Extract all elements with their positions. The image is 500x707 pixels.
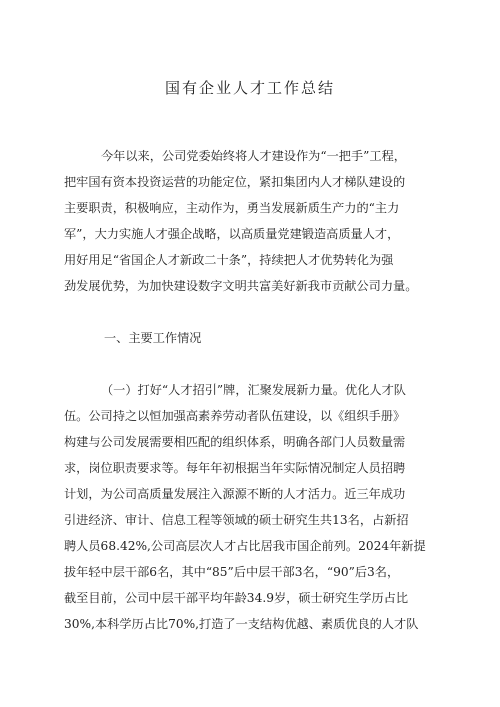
intro-line-5: 用好用足“省国企人才新政二十条”，持续把人才优势转化为强: [64, 253, 394, 267]
body-line-8: 拔年轻中层干部6名，其中“85”后中层干部3名，“90”后3名，: [64, 565, 400, 579]
body-line-4: 求，岗位职责要求等。每年年初根据当年实际情况制定人员招聘: [64, 461, 406, 475]
body-line-10: 30%,本科学历占比70%,打造了一支结构优越、素质优良的人才队: [64, 617, 419, 631]
body-line-7: 聘人员68.42%,公司高层次人才占比居我市国企前列。2024年新提: [64, 539, 426, 553]
body-line-1: （一）打好“人才招引”牌，汇聚发展新力量。优化人才队: [101, 383, 406, 397]
body-line-2: 伍。公司持之以恒加强高素养劳动者队伍建设，以《组织手册》: [64, 409, 406, 423]
intro-line-4: 军”，大力实施人才强企战略，以高质量党建锻造高质量人才，: [64, 227, 400, 241]
intro-line-1: 今年以来，公司党委始终将人才建设作为“一把手”工程，: [101, 149, 406, 163]
intro-line-6: 劲发展优势，为加快建设数字文明共富美好新我市贡献公司力量。: [64, 279, 418, 293]
body-line-9: 截至目前，公司中层干部平均年龄34.9岁，硕士研究生学历占比: [64, 591, 409, 605]
intro-line-3: 主要职责，积极响应，主动作为，勇当发展新质生产力的“主力: [64, 201, 400, 215]
body-line-3: 构建与公司发展需要相匹配的组织体系，明确各部门人员数量需: [64, 435, 406, 449]
section-heading: 一、主要工作情况: [104, 331, 202, 345]
body-line-6: 引进经济、审计、信息工程等领域的硕士研究生共13名，占新招: [64, 513, 409, 527]
intro-line-2: 把牢国有资本投资运营的功能定位，紧扣集团内人才梯队建设的: [64, 175, 406, 189]
body-line-5: 计划，为公司高质量发展注入源源不断的人才活力。近三年成功: [64, 487, 406, 501]
document-title: 国有企业人才工作总结: [164, 79, 335, 97]
